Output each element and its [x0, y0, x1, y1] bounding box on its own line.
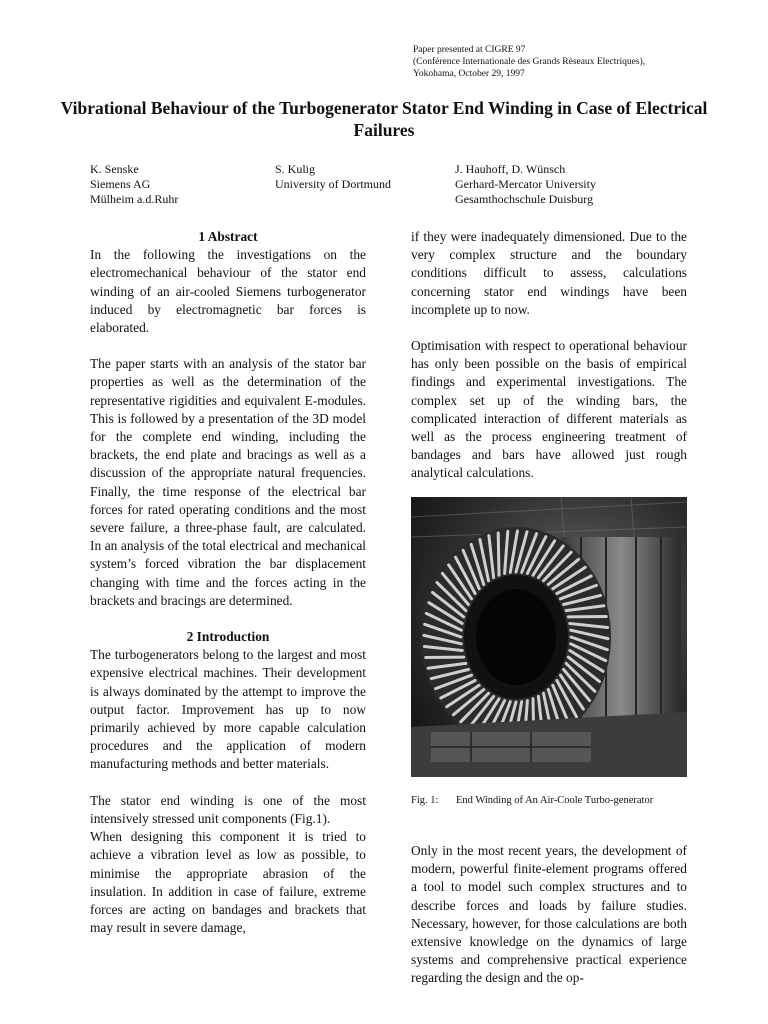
author-kulig: [275, 162, 391, 192]
introduction-heading: 2 Introduction: [186, 629, 270, 645]
author-senske: [90, 162, 178, 207]
author-name: K. Senske: [90, 162, 139, 176]
author-hauhoff-wuensch: [455, 162, 596, 207]
author-org: University of Dortmund: [275, 177, 391, 191]
left-column: [90, 228, 366, 937]
paper-title: Vibrational Behaviour of the Turbogenerator Stator End Winding in Case of Electrical Failures: [60, 98, 708, 140]
author-place: Gesamthochschule Duisburg: [455, 192, 594, 206]
conference-note-line: (Conférence Internationale des Grands Rèseaux Electriques),: [413, 57, 646, 67]
end-winding-illustration: [411, 497, 687, 777]
introduction-paragraph: When designing this component it is tried to achieve a vibration level as low as possible, to minimise the appropriate abrasion of the insulation. In addition in case of failure, extreme forces are acting on bandages and brackets that may result in severe damage,: [90, 829, 366, 936]
body-paragraph: if they were inadequately dimensioned. Due to the very complex structure and the boundary conditions difficult to assess, calculations concerning stator end windings have been incomplete up to now.: [411, 229, 687, 317]
abstract-paragraph: The paper starts with an analysis of the stator bar properties as well as the determination of the representative rigidities and equivalent E-modules. This is followed by a presentation of the 3D model for the complete end winding, including the brackets, the end plate and bracings as well as a discussion of the appropriate natural frequencies. Finally, the time response of the electrical bar forces for rated operating conditions and the most severe failure, a three-phase fault, are calculated. In an analysis of the total electrical and mechanical system’s forced vibration the bar displacement changing with time and the forces acting in the brackets and bracings are determined.: [90, 356, 366, 608]
author-name: S. Kulig: [275, 162, 316, 176]
abstract-heading: 1 Abstract: [198, 229, 258, 244]
author-org: Gerhard-Mercator University: [455, 177, 596, 191]
conference-note: [413, 44, 645, 80]
body-paragraph: Only in the most recent years, the development of modern, powerful finite-element programs offered a tool to model such complex structures and to describe forces and loads by failure studies. Necessary, however, for those calculations are both extensive knowledge on the dynamics of large systems and comprehensive practical experience regarding the design and the op-: [411, 843, 687, 986]
introduction-paragraph: The turbogenerators belong to the largest and most expensive electrical machines. Their development is always dominated by the attempt to improve the output factor. Improvement has up to now primarily achieved by more capable calculation procedures and the application of modern manufacturing methods and better materials.: [90, 647, 366, 772]
figure-label: Fig. 1:: [411, 795, 439, 806]
right-column-upper: [411, 228, 687, 483]
author-org: Siemens AG: [90, 177, 151, 191]
introduction-paragraph: The stator end winding is one of the most intensively stressed unit components (Fig.1).: [90, 792, 366, 826]
author-name: J. Hauhoff, D. Wünsch: [455, 162, 566, 176]
conference-note-line: Paper presented at CIGRE 97: [413, 45, 526, 55]
conference-note-line: Yokohama, October 29, 1997: [413, 69, 525, 79]
end-winding-photo: [411, 497, 687, 777]
body-paragraph: Optimisation with respect to operational behaviour has only been possible on the basis of empirical findings and experimental investigations. The complex set up of the winding bars, the complicated interaction of different materials as well as the process engineering treatment of bandages and bars have allowed just rough analytical calculations.: [411, 338, 687, 481]
winding-bar: [498, 533, 499, 575]
figure-caption-text: End Winding of An Air-Coole Turbo-generator: [456, 795, 654, 806]
abstract-paragraph: In the following the investigations on the electromechanical behaviour of the stator end winding of an air-cooled Siemens turbogenerator induced by electromagnetic bar forces is elaborated.: [90, 247, 366, 336]
author-place: Mülheim a.d.Ruhr: [90, 192, 179, 206]
right-column-lower: [411, 842, 687, 988]
